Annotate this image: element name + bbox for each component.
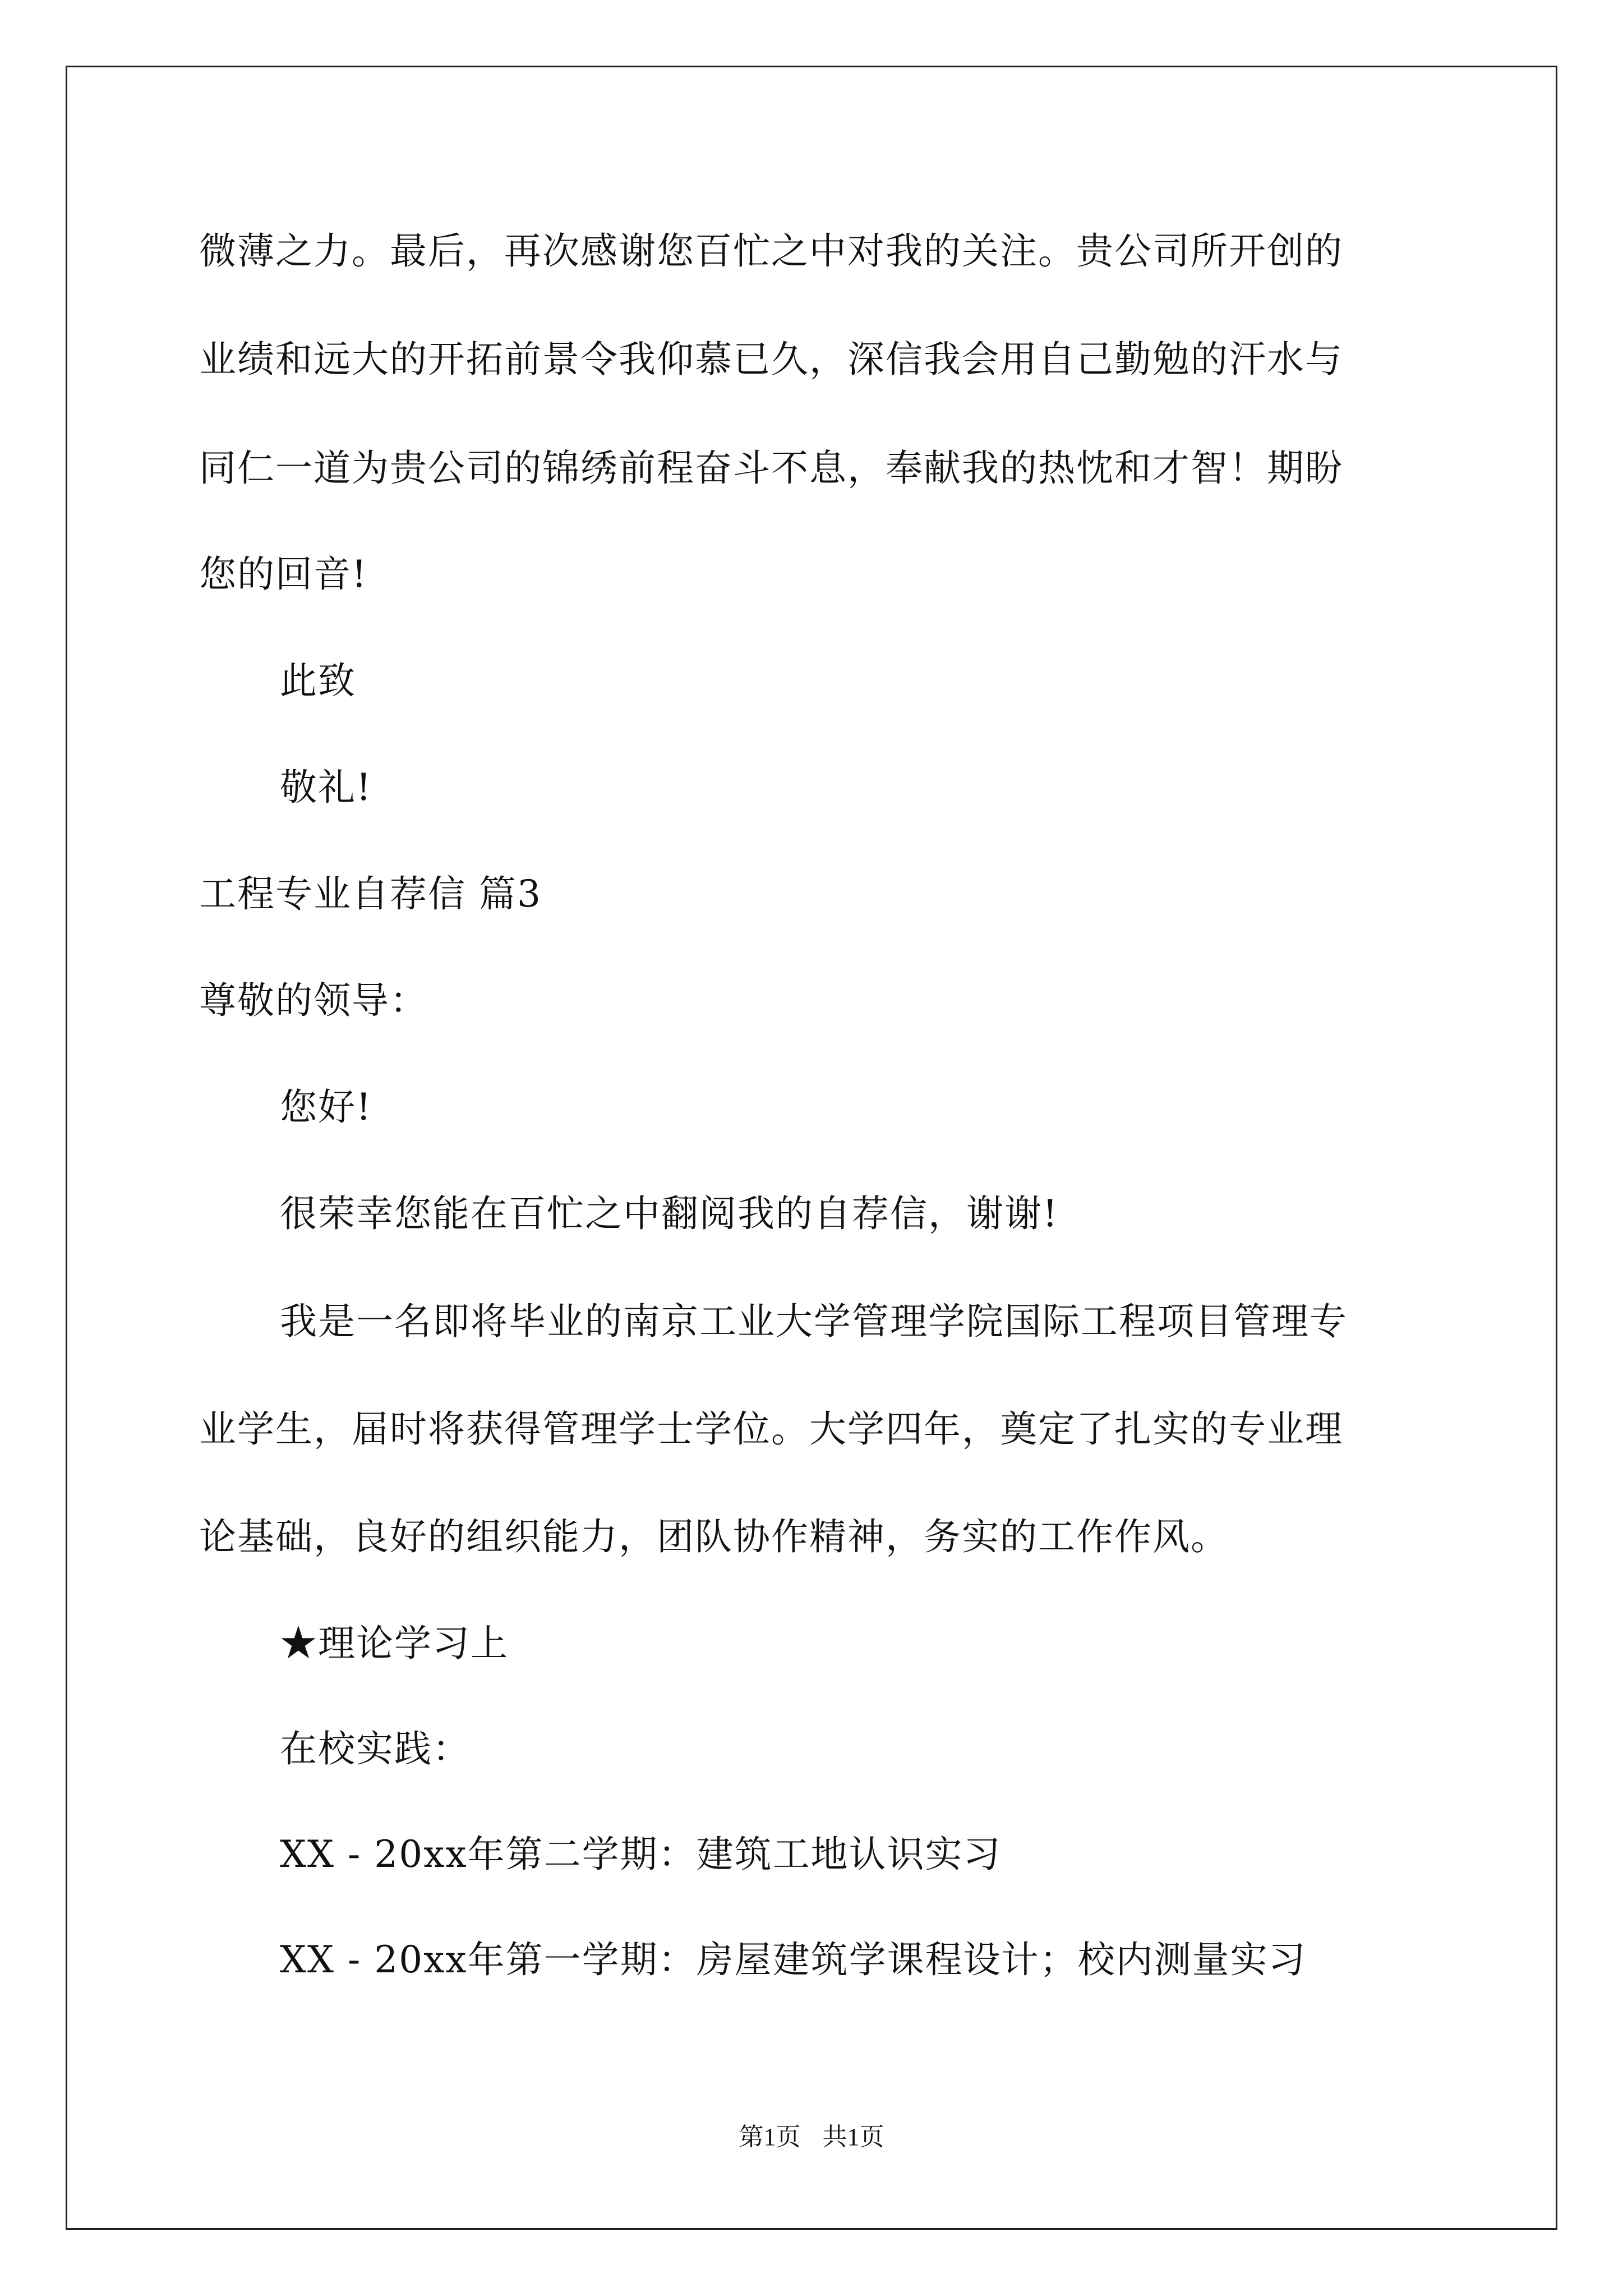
salutation-line: 此致 <box>280 659 356 702</box>
page-footer <box>0 2122 1623 2153</box>
paragraph-line: 微薄之力。最后，再次感谢您百忙之中对我的关注。贵公司所开创的 <box>199 229 1343 273</box>
paragraph-line: 论基础，良好的组织能力，团队协作精神，务实的工作作风。 <box>199 1515 1229 1558</box>
paragraph-line: 您的回音! <box>199 553 368 596</box>
list-item: XX - 20xx年第一学期：房屋建筑学课程设计；校内测量实习 <box>280 1938 1307 1981</box>
page-number-current: 第1页 <box>739 2123 801 2151</box>
salutation-line: 敬礼! <box>280 766 372 809</box>
section-heading: 工程专业自荐信 篇3 <box>199 872 542 915</box>
paragraph-line: 我是一名即将毕业的南京工业大学管理学院国际工程项目管理专 <box>280 1300 1348 1343</box>
paragraph-line: 业绩和远大的开拓前景令我仰慕已久，深信我会用自己勤勉的汗水与 <box>199 338 1343 381</box>
paragraph-line: 同仁一道为贵公司的锦绣前程奋斗不息，奉献我的热忱和才智！期盼 <box>199 447 1343 490</box>
paragraph-line: 很荣幸您能在百忙之中翻阅我的自荐信，谢谢! <box>280 1192 1059 1235</box>
subheading-theory: ★理论学习上 <box>280 1622 509 1665</box>
page-border <box>66 66 1557 2230</box>
list-item: XX - 20xx年第二学期：建筑工地认识实习 <box>280 1833 1002 1876</box>
greeting: 您好! <box>280 1085 372 1129</box>
page-number-total: 共1页 <box>822 2123 884 2151</box>
paragraph-line: 业学生，届时将获得管理学士学位。大学四年，奠定了扎实的专业理 <box>199 1407 1343 1451</box>
subheading-practice: 在校实践： <box>280 1727 471 1770</box>
greeting-recipient: 尊敬的领导： <box>199 979 428 1022</box>
